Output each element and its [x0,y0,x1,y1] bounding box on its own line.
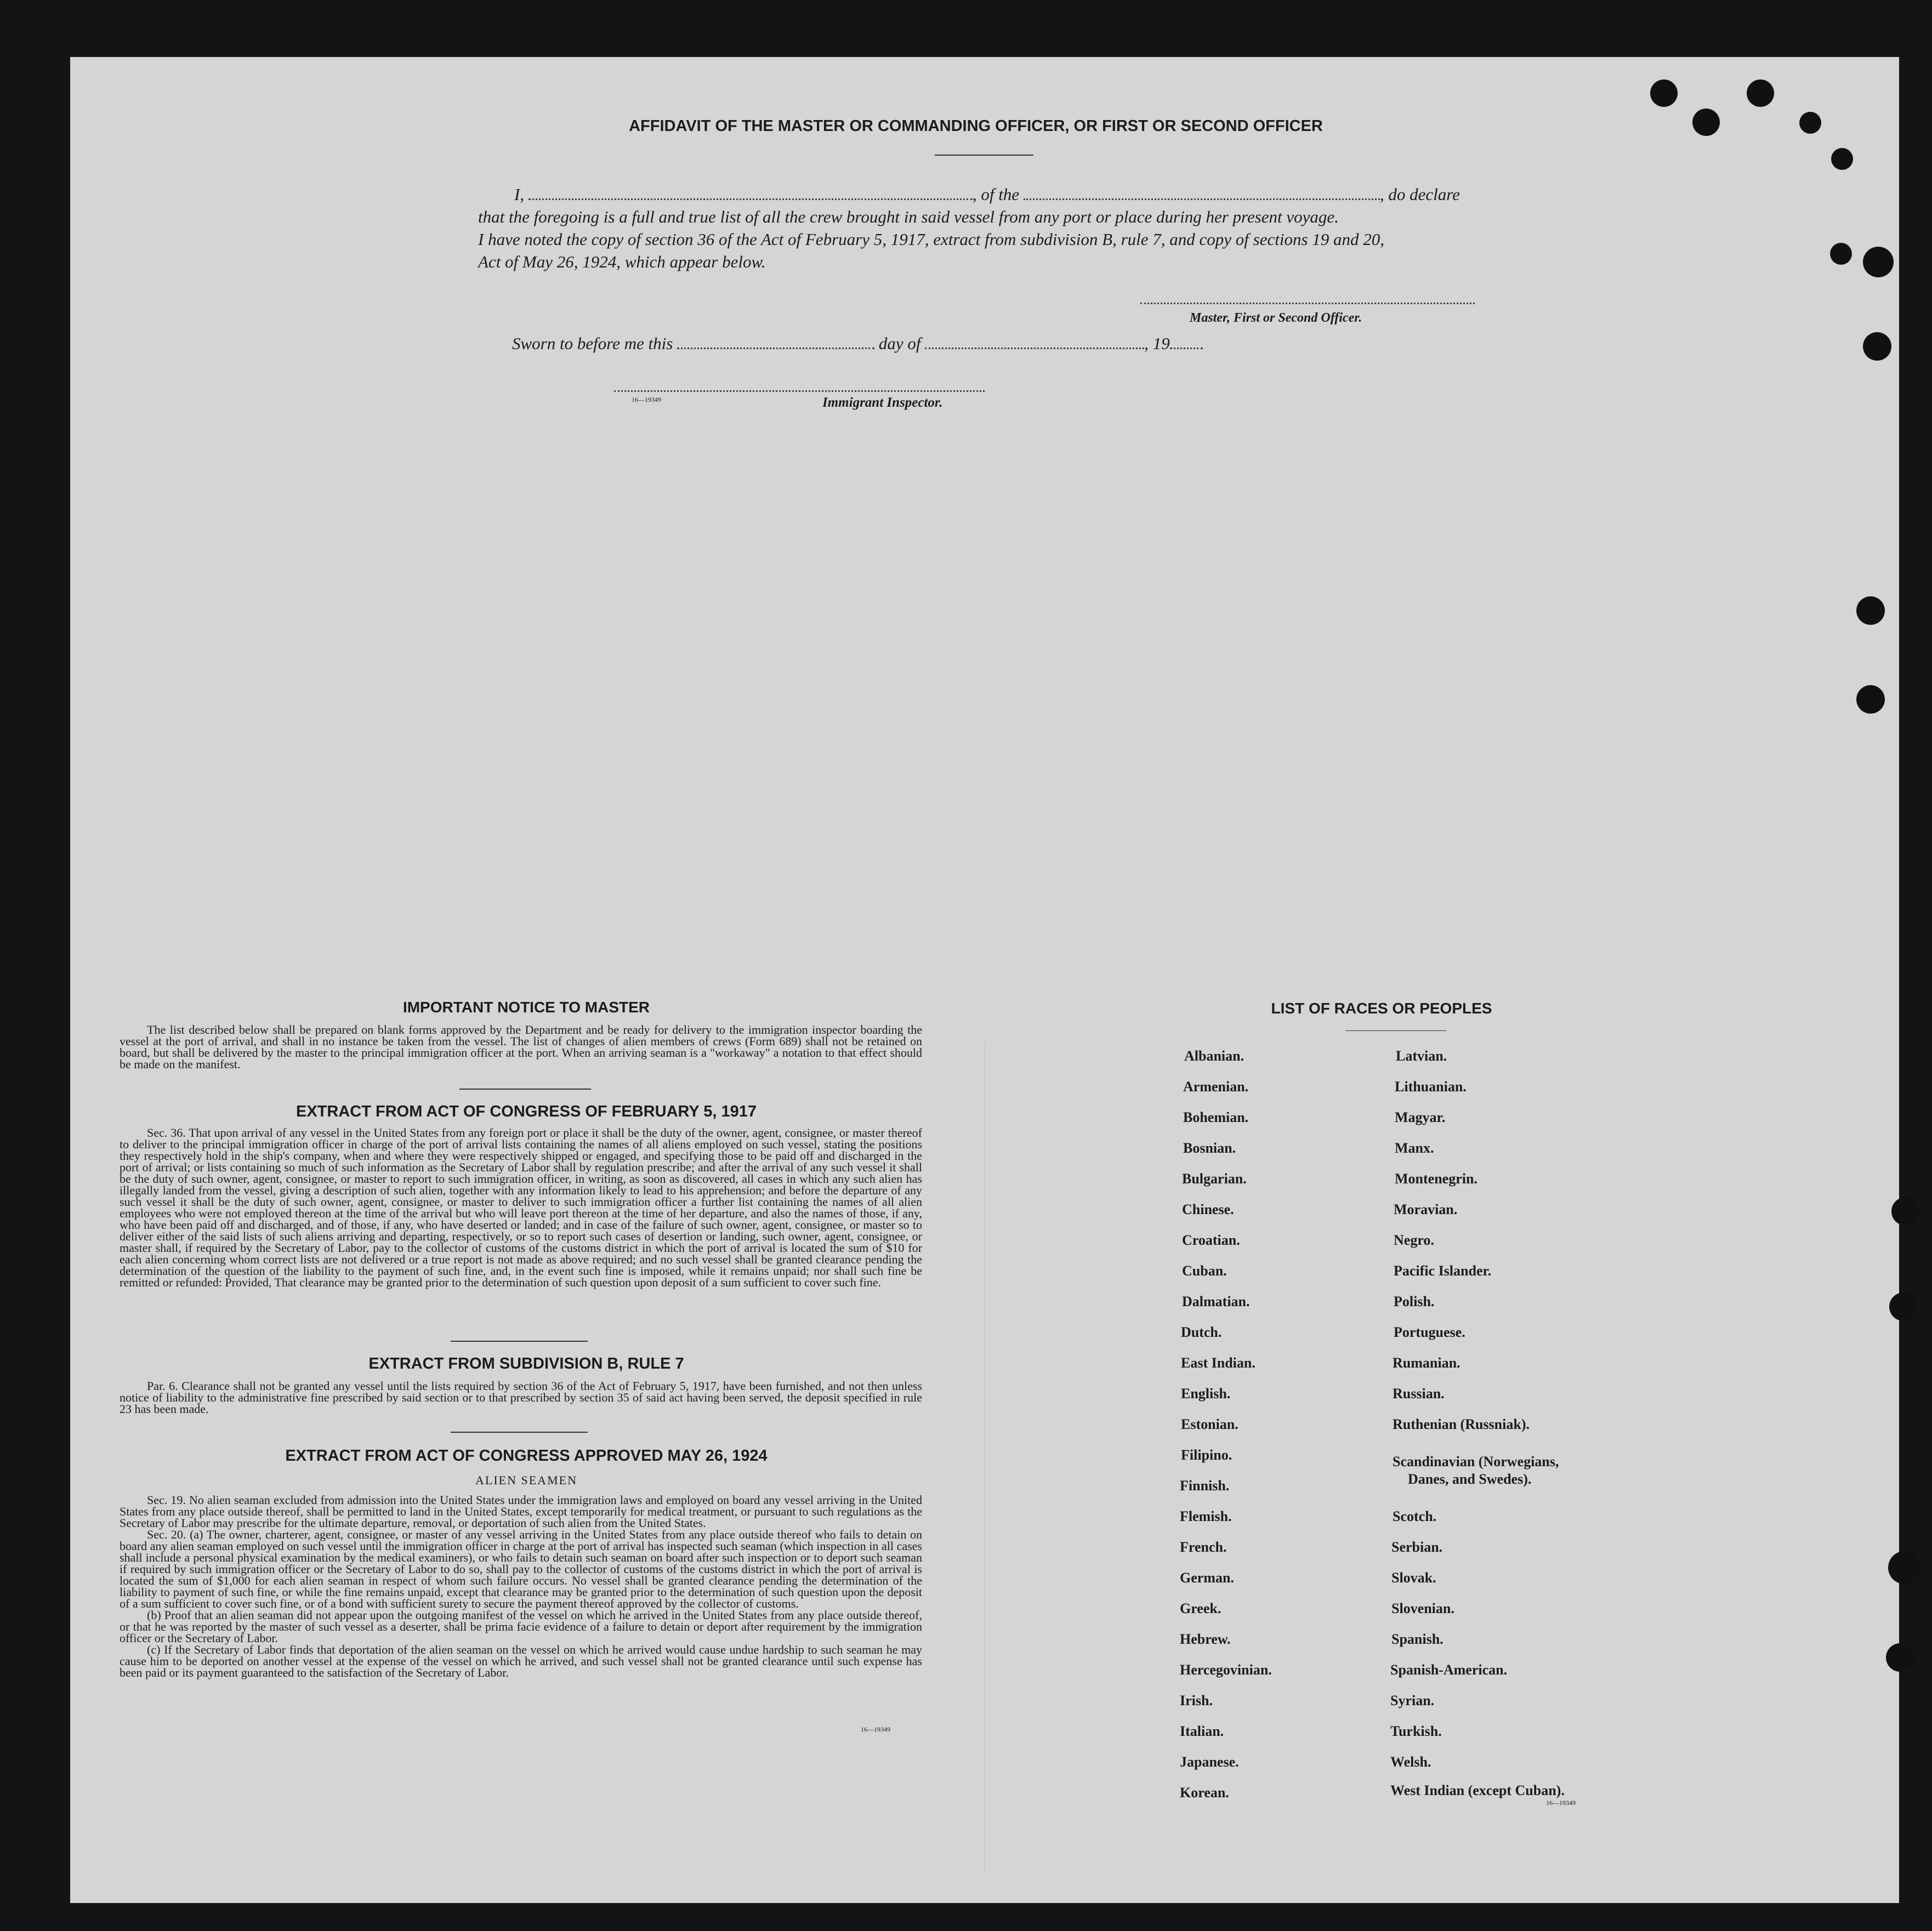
race-right-3: Magyar. [1395,1109,1446,1125]
race-right-15: Scotch. [1393,1508,1437,1524]
section-20c-paragraph: (c) If the Secretary of Labor finds that deportation of the alien seaman on the vessel on which he arrived would cause undue hardship to such seaman he may cause him to be deported on another vessel at the expense of the vessel on which he arrived, and such vessel shall not be granted clearance until such expense has been paid or its payment guaranteed to the satisfaction of the Secretary of Labor. [120,1643,922,1679]
punch-hole [1863,332,1891,361]
punch-hole [1692,109,1720,136]
race-right-4: Manx. [1395,1140,1434,1156]
race-left-19: Greek. [1180,1600,1221,1616]
title-underline [935,155,1033,156]
affidavit-line-4: Act of May 26, 1924, which appear below. [478,252,766,271]
race-left-6: Chinese. [1182,1201,1234,1217]
divider [459,1089,591,1090]
page-fold [984,1041,985,1875]
punch-hole [1863,247,1894,277]
divider [1345,1030,1446,1031]
race-left-5: Bulgarian. [1182,1171,1247,1187]
notice-title: IMPORTANT NOTICE TO MASTER [402,999,650,1016]
name-blank[interactable] [529,184,973,200]
race-right-17: Slovak. [1391,1570,1436,1586]
signature-label: Master, First or Second Officer. [1190,311,1362,325]
race-left-12: English. [1181,1386,1231,1402]
signature-line[interactable] [1140,303,1475,304]
race-right-20: Spanish-American. [1390,1662,1508,1678]
of-the-label: , of the [972,185,1020,204]
races-title: LIST OF RACES OR PEOPLES [1271,1000,1492,1017]
punch-hole [1888,1551,1921,1584]
inspector-label: Immigrant Inspector. [822,395,943,410]
race-left-4: Bosnian. [1183,1140,1236,1156]
notice-body [120,1024,922,1070]
race-left-17: French. [1180,1539,1227,1555]
section-20b-paragraph: (b) Proof that an alien seaman did not appear upon the outgoing manifest of the vessel on which he arrived in the United States from any place outside thereof, or that he was reported by the master of such vessel as a deserter, shall be prima facie evidence of a failure to detain or deport after requirement by the immigration officer or the Secretary of Labor. [120,1608,922,1645]
race-left-7: Croatian. [1182,1232,1240,1248]
race-right-11: Rumanian. [1393,1355,1461,1371]
affidavit-title: AFFIDAVIT OF THE MASTER OR COMMANDING OFFICER, OR FIRST OR SECOND OFFICER [629,117,1323,135]
race-right-1: Latvian. [1396,1048,1447,1064]
alien-seamen-subtitle: ALIEN SEAMEN [475,1473,577,1487]
notice-paragraph: The list described below shall be prepared on blank forms approved by the Department and be ready for delivery to the immigration inspector boarding the vessel at the port of arrival, and shall in no instance be taken from the vessel. The list of changes of alien members of crews (Form 689) shall not be retained on board, but shall be delivered by the master to the principal immigration officer at the port. When an arriving seaman is a "workaway" a notation to that effect should be made on the manifest. [120,1023,922,1071]
year-prefix: , 19 [1144,334,1170,353]
affidavit-line-2: that the foregoing is a full and true list of all the crew brought in said vessel from any port or place during her present voyage. [478,207,1339,226]
vessel-blank[interactable] [1024,184,1380,200]
race-left-24: Japanese. [1180,1754,1239,1770]
sworn-month-blank[interactable] [925,333,1144,349]
race-right-14: Scandinavian (Norwegians, [1393,1454,1559,1469]
race-right-13: Ruthenian (Russniak). [1393,1416,1530,1432]
race-left-9: Dalmatian. [1182,1294,1250,1309]
punch-hole [1799,112,1821,134]
race-left-3: Bohemian. [1183,1109,1249,1125]
race-right-8: Pacific Islander. [1394,1263,1492,1279]
race-left-1: Albanian. [1184,1048,1245,1064]
race-right-9: Polish. [1394,1294,1435,1309]
race-right-6: Moravian. [1394,1201,1458,1217]
do-declare-label: , do declare [1379,185,1460,204]
extract-1917-body [120,1127,922,1288]
punch-hole [1650,79,1678,107]
race-right-7: Negro. [1394,1232,1434,1248]
divider [451,1341,588,1342]
form-number: 16—19349 [861,1725,890,1733]
paragraph-6: Par. 6. Clearance shall not be granted any vessel until the lists required by section 36 of the Act of February 5, 1917, have been furnished, and not then unless notice of liability to the administrative fine prescribed by said section or to that prescribed by section 35 of said act having been served, the deposit specified in rule 23 has been made. [120,1379,922,1416]
subdivision-b-title: EXTRACT FROM SUBDIVISION B, RULE 7 [368,1355,684,1372]
race-left-11: East Indian. [1181,1355,1255,1371]
race-right-23: Welsh. [1390,1754,1431,1770]
punch-hole [1747,79,1774,107]
race-right-14b: Danes, and Swedes). [1408,1471,1532,1487]
race-left-20: Hebrew. [1180,1631,1231,1647]
sworn-day-blank[interactable] [677,333,874,349]
race-left-14: Filipino. [1181,1447,1232,1463]
sworn-label: Sworn to before me this [512,334,673,353]
extract-1924-title: EXTRACT FROM ACT OF CONGRESS APPROVED MAY 26, 1924 [285,1447,768,1465]
punch-hole [1856,685,1885,714]
race-right-19: Spanish. [1391,1631,1444,1647]
race-right-18: Slovenian. [1391,1600,1454,1616]
race-right-16: Serbian. [1391,1539,1443,1555]
day-of-label: day of [878,334,921,353]
race-right-5: Montenegrin. [1395,1171,1478,1187]
race-left-23: Italian. [1180,1723,1224,1739]
punch-hole [1831,148,1853,170]
race-left-18: German. [1180,1570,1234,1586]
extract-1924-body [120,1494,922,1678]
punch-hole [1886,1643,1914,1672]
form-number: 16—19349 [1546,1799,1576,1807]
race-left-21: Hercegovinian. [1180,1662,1272,1678]
punch-hole [1856,596,1885,625]
form-number: 16—19349 [632,396,661,403]
divider [451,1432,588,1433]
race-right-24: West Indian (except Cuban). [1390,1782,1565,1798]
race-left-25: Korean. [1180,1785,1229,1801]
race-left-2: Armenian. [1183,1079,1249,1095]
punch-hole [1891,1197,1920,1226]
race-left-13: Estonian. [1181,1416,1238,1432]
punch-hole [1830,243,1852,265]
race-left-22: Irish. [1180,1693,1213,1708]
subdivision-b-body [120,1380,922,1415]
race-left-10: Dutch. [1181,1324,1222,1340]
race-right-21: Syrian. [1390,1693,1435,1708]
affidavit-text [478,183,1498,273]
affidavit-line-3: I have noted the copy of section 36 of the Act of February 5, 1917, extract from subdivision B, rule 7, and copy of sections 19 and 20, [478,230,1385,249]
section-19-paragraph: Sec. 19. No alien seaman excluded from admission into the United States under the immigration laws and employed on board any vessel arriving in the United States from any place outside thereof, shall be permitted to land in the United States, except temporarily for medical treatment, or pursuant to such regulations as the Secretary of Labor may prescribe for the ultimate departure, removal, or deportation of such alien from the United States. [120,1493,922,1530]
race-right-10: Portuguese. [1394,1324,1465,1340]
punch-hole [1889,1292,1918,1321]
section-20a-paragraph: Sec. 20. (a) The owner, charterer, agent, consignee, or master of any vessel arriving in the United States from any place outside thereof who fails to detain on board any alien seaman employed on such vessel until the immigration officer in charge at the port of arrival has inspected such seaman (which inspection in all cases shall include a personal physical examination by the medical examiners), or who fails to detain such seaman on board after such inspection or to deport such seaman if required by such immigration officer or the Secretary of Labor to do so, shall pay to the collector of customs of the customs district in which the port of arrival is located the sum of $1,000 for each alien seaman in respect of whom such failure occurs. No vessel shall be granted clearance pending the determination of the liability to payment of such fine, or while the fine remains unpaid, except that clearance may be granted prior to the determination of such question upon the deposit of a sum sufficient to cover such fine, or of a bond with sufficient surety to secure the payment thereof approved by the collector of customs. [120,1528,922,1610]
race-left-16: Flemish. [1180,1508,1232,1524]
declarant-label: I, [514,185,525,204]
sworn-line [512,332,1203,355]
sworn-year-blank[interactable] [1170,333,1203,349]
race-right-12: Russian. [1393,1386,1445,1402]
race-right-2: Lithuanian. [1395,1079,1467,1095]
extract-1917-title: EXTRACT FROM ACT OF CONGRESS OF FEBRUARY 5, 1917 [296,1103,757,1120]
section-36-paragraph: Sec. 36. That upon arrival of any vessel in the United States from any foreign port or place it shall be the duty of the owner, agent, consignee, or master thereof to deliver to the principal immigration officer in charge of the port of arrival lists containing the names of all aliens employed on such vessel, stating the positions they respectively hold in the ship's company, when and where they were respectively shipped or engaged, and specifying those to be paid off and discharged in the port of arrival; or lists containing so much of such information as the Secretary of Labor shall by regulation prescribe; and after the arrival of any such vessel it shall be the duty of such owner, agent, consignee, or master to report to such immigration officer, in writing, as soon as discovered, all cases in which any such alien has illegally landed from the vessel, giving a description of such alien, together with any information likely to lead to his apprehension; and before the departure of any such vessel it shall be the duty of such owner, agent, consignee, or master to deliver to such immigration officer a further list containing the names of all alien employees who were not employed thereon at the time of the arrival but who will leave port thereon at the time of her departure, and also the names of those, if any, who have been paid off and discharged, and of those, if any, who have deserted or landed; and in case of the failure of such owner, agent, consignee, or master so to deliver either of the said lists of such aliens arriving and departing, respectively, or so to report such cases of desertion or landing, such owner, agent, consignee, or master shall, if required by the Secretary of Labor, pay to the collector of customs of the customs district in which the port of arrival is located the sum of $10 for each alien concerning whom correct lists are not delivered or a true report is not made as above required; and no such vessel shall be granted clearance pending the determination of the question of the liability to the payment of such fine, and, in the event such fine is imposed, while it remains unpaid; nor shall such fine be remitted or refunded: Provided, That clearance may be granted prior to the determination of such question upon deposit of a sum sufficient to cover such fine. [120,1126,922,1289]
race-right-22: Turkish. [1390,1723,1442,1739]
race-left-15: Finnish. [1180,1478,1230,1494]
race-left-8: Cuban. [1182,1263,1227,1279]
